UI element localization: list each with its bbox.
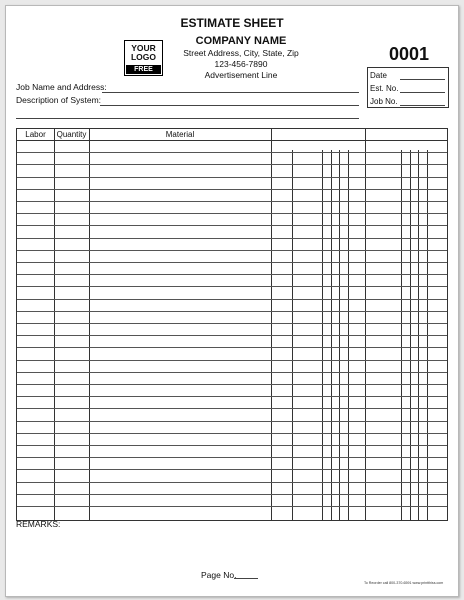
est-no-field[interactable] [368,82,448,95]
job-name-label: Job Name and Address: [16,82,107,92]
table-row[interactable] [17,311,447,312]
table-row[interactable] [17,177,447,178]
description-label: Description of System: [16,95,102,105]
table-row[interactable] [17,360,447,361]
table-row[interactable] [17,164,447,165]
table-row[interactable] [17,469,447,470]
description-line-2[interactable] [16,118,359,119]
logo-line-2: LOGO [130,52,157,62]
table-row[interactable] [17,189,447,190]
table-row[interactable] [17,274,447,275]
table-row[interactable] [17,299,447,300]
table-row[interactable] [17,213,447,214]
form-number: 0001 [389,44,430,64]
table-row[interactable] [17,396,447,397]
table-row[interactable] [17,347,447,348]
date-label: Date [370,71,387,80]
table-row[interactable] [17,225,447,226]
description-line[interactable] [100,105,359,106]
remarks-label: REMARKS: [16,519,61,529]
meta-fields-box [367,67,449,108]
header-material: Material [165,130,195,139]
job-name-line[interactable] [102,92,359,93]
column-divider [89,129,90,520]
table-row[interactable] [17,323,447,324]
table-row[interactable] [17,238,447,239]
company-phone: 123-456-7890 [214,59,268,69]
form-title: ESTIMATE SHEET [180,16,284,30]
table-row[interactable] [17,372,447,373]
table-row[interactable] [17,384,447,385]
table-row[interactable] [17,433,447,434]
job-no-label: Job No. [370,97,398,106]
date-field[interactable] [368,69,448,82]
table-row[interactable] [17,408,447,409]
company-name: COMPANY NAME [195,35,287,47]
table-row[interactable] [17,152,447,153]
company-info [166,35,316,81]
header-quantity: Quantity [56,130,87,139]
company-ad-line: Advertisement Line [204,70,278,80]
table-row[interactable] [17,421,447,422]
table-row[interactable] [17,250,447,251]
table-row[interactable] [17,262,447,263]
job-no-field[interactable] [368,95,448,108]
table-row[interactable] [17,201,447,202]
column-divider [365,129,366,520]
column-divider [54,129,55,520]
estimate-sheet-form [5,5,459,597]
logo-line-3: FREE [126,65,161,74]
page-no-label: Page No. [201,570,237,580]
logo-line-1: YOUR [131,43,156,53]
table-row[interactable] [17,494,447,495]
table-row[interactable] [17,445,447,446]
page-no-line[interactable] [234,578,258,579]
table-row[interactable] [17,457,447,458]
table-row[interactable] [17,286,447,287]
table-row[interactable] [17,506,447,507]
table-row[interactable] [17,335,447,336]
header-labor: Labor [25,130,46,139]
reorder-text: To Reorder call 800-370-6591 www.printthiss.com [364,581,444,585]
column-divider [271,129,272,520]
est-no-label: Est. No. [370,84,399,93]
estimate-table [16,128,448,521]
table-row[interactable] [17,482,447,483]
company-logo [124,40,163,76]
company-address: Street Address, City, State, Zip [183,48,299,58]
